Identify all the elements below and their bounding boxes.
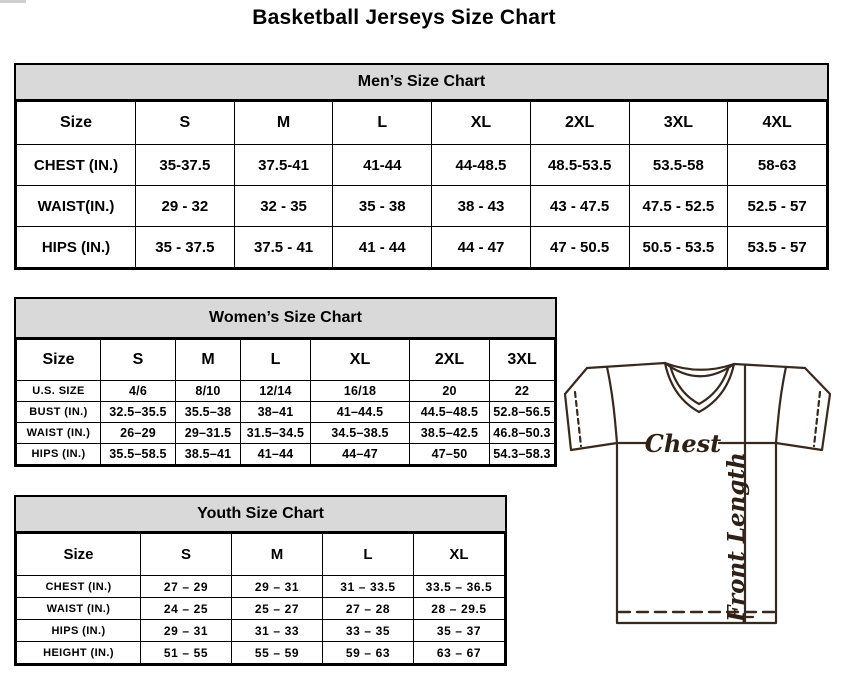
- mens-chart-title: Men’s Size Chart: [16, 65, 827, 101]
- measurement-cell: 44 - 47: [432, 227, 531, 268]
- measurement-cell: 37.5-41: [234, 145, 333, 186]
- measurement-cell: 27 – 28: [323, 598, 414, 620]
- mens-size-chart-section: [14, 63, 829, 270]
- size-corner-header: Size: [17, 102, 136, 145]
- measurement-cell: 59 – 63: [323, 642, 414, 664]
- size-header-row: [17, 102, 827, 145]
- size-column-header: 3XL: [629, 102, 728, 145]
- size-column-header: 2XL: [530, 102, 629, 145]
- measurement-cell: 38–41: [241, 402, 311, 423]
- size-header-row: [17, 534, 505, 576]
- measurement-row-label: CHEST (IN.): [17, 576, 141, 598]
- measurement-cell: 35.5–38: [176, 402, 241, 423]
- measurement-cell: 41-44: [333, 145, 432, 186]
- measurement-cell: 47.5 - 52.5: [629, 186, 728, 227]
- measurement-cell: 53.5-58: [629, 145, 728, 186]
- measurement-cell: 43 - 47.5: [530, 186, 629, 227]
- measurement-cell: 31.5–34.5: [241, 423, 311, 444]
- youth-size-chart-section: [14, 495, 507, 666]
- page-title: Basketball Jerseys Size Chart: [252, 6, 556, 29]
- measurement-cell: 35 – 37: [414, 620, 505, 642]
- size-corner-header: Size: [17, 534, 141, 576]
- measurement-cell: 32 - 35: [234, 186, 333, 227]
- size-column-header: L: [241, 340, 311, 381]
- measurement-cell: 55 – 59: [232, 642, 323, 664]
- measurement-row-label: U.S. SIZE: [17, 381, 101, 402]
- measurement-row-label: WAIST (IN.): [17, 423, 101, 444]
- measurement-cell: 54.3–58.3: [490, 444, 555, 465]
- measurement-cell: 47 - 50.5: [530, 227, 629, 268]
- measurement-cell: 34.5–38.5: [311, 423, 410, 444]
- measurement-cell: 41 - 44: [333, 227, 432, 268]
- measurement-cell: 35.5–58.5: [101, 444, 176, 465]
- measurement-cell: 53.5 - 57: [728, 227, 827, 268]
- measurement-cell: 51 – 55: [141, 642, 232, 664]
- measurement-cell: 24 – 25: [141, 598, 232, 620]
- measurement-cell: 50.5 - 53.5: [629, 227, 728, 268]
- measurement-cell: 32.5–35.5: [101, 402, 176, 423]
- measurement-cell: 29–31.5: [176, 423, 241, 444]
- measurement-cell: 47–50: [410, 444, 490, 465]
- measurement-row: [17, 381, 555, 402]
- size-column-header: 4XL: [728, 102, 827, 145]
- measurement-row-label: HIPS (IN.): [17, 444, 101, 465]
- measurement-cell: 52.8–56.5: [490, 402, 555, 423]
- measurement-row: [17, 642, 505, 664]
- youth-chart-title: Youth Size Chart: [16, 497, 505, 533]
- measurement-cell: 31 – 33.5: [323, 576, 414, 598]
- measurement-row-label: HEIGHT (IN.): [17, 642, 141, 664]
- measurement-cell: 35-37.5: [136, 145, 235, 186]
- size-column-header: L: [323, 534, 414, 576]
- measurement-cell: 37.5 - 41: [234, 227, 333, 268]
- measurement-cell: 33.5 – 36.5: [414, 576, 505, 598]
- measurement-cell: 35 - 37.5: [136, 227, 235, 268]
- jersey-measurement-diagram: [553, 355, 843, 679]
- womens-chart-title: Women’s Size Chart: [16, 299, 555, 339]
- measurement-cell: 33 – 35: [323, 620, 414, 642]
- measurement-cell: 44–47: [311, 444, 410, 465]
- measurement-cell: 29 – 31: [232, 576, 323, 598]
- measurement-cell: 35 - 38: [333, 186, 432, 227]
- measurement-cell: 20: [410, 381, 490, 402]
- measurement-cell: 41–44.5: [311, 402, 410, 423]
- womens-size-chart-section: [14, 297, 557, 467]
- size-column-header: M: [176, 340, 241, 381]
- measurement-row-label: HIPS (IN.): [17, 227, 136, 268]
- measurement-cell: 46.8–50.3: [490, 423, 555, 444]
- size-column-header: M: [232, 534, 323, 576]
- measurement-row: [17, 598, 505, 620]
- size-column-header: 3XL: [490, 340, 555, 381]
- measurement-cell: 44-48.5: [432, 145, 531, 186]
- measurement-row: [17, 145, 827, 186]
- size-column-header: L: [333, 102, 432, 145]
- measurement-cell: 4/6: [101, 381, 176, 402]
- size-column-header: S: [101, 340, 176, 381]
- measurement-row-label: WAIST (IN.): [17, 598, 141, 620]
- measurement-cell: 41–44: [241, 444, 311, 465]
- size-column-header: S: [141, 534, 232, 576]
- size-corner-header: Size: [17, 340, 101, 381]
- measurement-cell: 25 – 27: [232, 598, 323, 620]
- measurement-row-label: BUST (IN.): [17, 402, 101, 423]
- size-column-header: XL: [311, 340, 410, 381]
- size-column-header: XL: [432, 102, 531, 145]
- measurement-cell: 29 - 32: [136, 186, 235, 227]
- measurement-cell: 38.5–42.5: [410, 423, 490, 444]
- size-column-header: M: [234, 102, 333, 145]
- womens-size-table: [16, 339, 555, 465]
- measurement-cell: 48.5-53.5: [530, 145, 629, 186]
- measurement-cell: 12/14: [241, 381, 311, 402]
- size-column-header: XL: [414, 534, 505, 576]
- measurement-cell: 8/10: [176, 381, 241, 402]
- measurement-row-label: WAIST(IN.): [17, 186, 136, 227]
- measurement-row: [17, 444, 555, 465]
- measurement-row-label: HIPS (IN.): [17, 620, 141, 642]
- measurement-row: [17, 227, 827, 268]
- size-column-header: 2XL: [410, 340, 490, 381]
- selection-handle-artifact-right: [0, 0, 26, 3]
- size-column-header: S: [136, 102, 235, 145]
- measurement-row: [17, 186, 827, 227]
- measurement-cell: 52.5 - 57: [728, 186, 827, 227]
- measurement-cell: 38 - 43: [432, 186, 531, 227]
- measurement-cell: 16/18: [311, 381, 410, 402]
- mens-size-table: [16, 101, 827, 268]
- measurement-cell: 27 – 29: [141, 576, 232, 598]
- measurement-row: [17, 576, 505, 598]
- measurement-cell: 58-63: [728, 145, 827, 186]
- chest-label: Chest: [644, 429, 722, 458]
- measurement-cell: 44.5–48.5: [410, 402, 490, 423]
- measurement-cell: 63 – 67: [414, 642, 505, 664]
- measurement-row-label: CHEST (IN.): [17, 145, 136, 186]
- measurement-cell: 26–29: [101, 423, 176, 444]
- measurement-cell: 28 – 29.5: [414, 598, 505, 620]
- measurement-row: [17, 402, 555, 423]
- size-header-row: [17, 340, 555, 381]
- measurement-cell: 29 – 31: [141, 620, 232, 642]
- measurement-cell: 38.5–41: [176, 444, 241, 465]
- measurement-row: [17, 423, 555, 444]
- jersey-diagram-svg: [553, 355, 843, 679]
- front-length-label: Front Length: [723, 452, 750, 622]
- measurement-row: [17, 620, 505, 642]
- youth-size-table: [16, 533, 505, 664]
- measurement-cell: 22: [490, 381, 555, 402]
- measurement-cell: 31 – 33: [232, 620, 323, 642]
